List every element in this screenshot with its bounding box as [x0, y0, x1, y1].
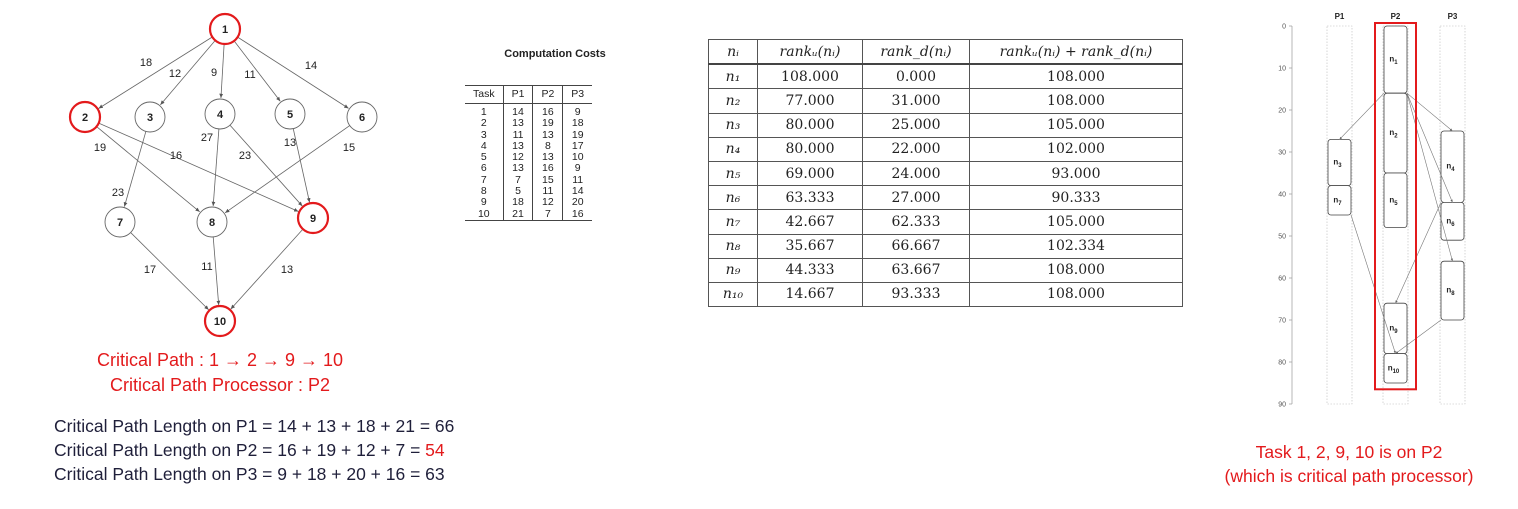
rank-cell: 105.000: [970, 113, 1183, 137]
rank-cell: 27.000: [863, 186, 970, 210]
node-label-6: 6: [358, 112, 366, 124]
rank-header-3: rank_d(nᵢ): [863, 40, 970, 65]
rank-cell: 80.000: [758, 137, 863, 161]
cost-header-p2: P2: [533, 86, 563, 104]
cost-cell: 17: [563, 141, 592, 152]
note-line-1: Task 1, 2, 9, 10 is on P2: [1255, 442, 1443, 462]
cost-row: [465, 118, 592, 129]
gantt-tick-label: 60: [1278, 275, 1286, 283]
edge-weight-5-9: 13: [283, 137, 297, 149]
cost-cell: 7: [503, 175, 533, 186]
node-label-9: 9: [309, 213, 317, 225]
rank-row: [709, 258, 1183, 282]
task-label-n2: $n_2$: [1389, 128, 1398, 140]
edge-weight-8-10: 11: [201, 261, 213, 273]
rank-cell: 108.000: [970, 282, 1183, 306]
task-label-sub: 1: [1394, 60, 1398, 67]
cost-cell: 7: [480, 173, 487, 186]
rank-cell: 22.000: [863, 137, 970, 161]
task-label-n10: $n_{10}$: [1387, 363, 1400, 375]
cost-cell: 15: [533, 175, 563, 186]
rank-cell: 77.000: [758, 89, 863, 113]
rank-cell: 62.333: [863, 210, 970, 234]
gantt-tick-label: 50: [1278, 233, 1286, 241]
cost-cell: 11: [503, 130, 533, 141]
cost-cell: 16: [533, 163, 563, 174]
cost-cell: 11: [533, 186, 563, 197]
task-label-n4: $n_4$: [1446, 161, 1455, 174]
schedule-gantt: [1255, 8, 1495, 408]
edge-7-10: [131, 233, 209, 310]
cost-cell: 8: [533, 141, 563, 152]
cost-row: [465, 197, 592, 208]
node-label-4: 4: [216, 109, 224, 121]
cost-header-p1: P1: [503, 86, 533, 104]
cost-cell: 9: [563, 104, 592, 119]
cost-row: [465, 104, 592, 119]
cost-cell: 3: [480, 128, 487, 141]
rank-row: [709, 161, 1183, 185]
rank-cell: 63.667: [863, 258, 970, 282]
cost-cell: 13: [503, 163, 533, 174]
cost-cell: 19: [533, 118, 563, 129]
edge-1-4: [221, 44, 224, 98]
task-label-sub: 9: [1394, 328, 1398, 335]
edge-8-10: [213, 237, 219, 305]
rank-cell: 25.000: [863, 113, 970, 137]
cost-table: [465, 85, 592, 221]
edge-weight-2-8: 19: [93, 142, 107, 154]
rank-cell: 35.667: [758, 234, 863, 258]
node-label-5: 5: [286, 109, 294, 121]
length-p2: [54, 440, 574, 461]
rank-row: [709, 64, 1183, 89]
task-graph: [0, 0, 460, 350]
node-label-1: 1: [221, 24, 229, 36]
cost-cell: 9: [563, 163, 592, 174]
rank-cell: 90.333: [970, 186, 1183, 210]
edge-weight-4-9: 23: [238, 150, 252, 162]
rank-cell: 108.000: [970, 64, 1183, 89]
cost-cell: 5: [503, 186, 533, 197]
cost-cell: 11: [563, 175, 592, 186]
gantt-arrow-n7-n10: [1351, 215, 1396, 354]
edge-weight-9-10: 13: [280, 264, 294, 276]
cost-cell: 14: [503, 104, 533, 119]
rank-cell: 69.000: [758, 161, 863, 185]
rank-cell: 31.000: [863, 89, 970, 113]
gantt-arrow-n2-n4: [1407, 93, 1453, 131]
gantt-tick-label: 80: [1278, 359, 1286, 367]
edge-weight-1-6: 14: [304, 60, 318, 72]
node-label-2: 2: [81, 112, 89, 124]
task-label-sub: 10: [1392, 368, 1400, 375]
rank-cell: n₈: [709, 234, 758, 258]
gantt-tick-label: 40: [1278, 191, 1286, 199]
cost-row: [465, 209, 592, 221]
cost-cell: 10: [563, 152, 592, 163]
task-label-sub: 6: [1451, 221, 1455, 228]
rank-cell: n₃: [709, 113, 758, 137]
rank-row: [709, 282, 1183, 306]
rank-header-1: nᵢ: [709, 40, 758, 65]
cost-cell: 7: [533, 209, 563, 221]
rank-cell: 108.000: [970, 89, 1183, 113]
rank-cell: 80.000: [758, 113, 863, 137]
rank-cell: 102.334: [970, 234, 1183, 258]
cost-cell: 18: [563, 118, 592, 129]
length-p2-value: 54: [425, 440, 445, 460]
task-label-n6: $n_6$: [1446, 216, 1455, 228]
edge-weight-4-8: 27: [200, 132, 214, 144]
rank-cell: 24.000: [863, 161, 970, 185]
edge-3-7: [124, 131, 145, 206]
edge-weight-1-5: 11: [244, 69, 256, 81]
rank-row: [709, 234, 1183, 258]
node-label-8: 8: [208, 217, 216, 229]
rank-cell: n₉: [709, 258, 758, 282]
cost-cell: 10: [477, 207, 490, 220]
critical-processor-caption: Critical Path Processor : P2: [109, 375, 331, 395]
critical-path-caption: Critical Path : 1 → 2 → 9 → 10: [96, 350, 344, 370]
task-label-sub: 5: [1394, 200, 1398, 207]
rank-cell: 42.667: [758, 210, 863, 234]
task-label-sub: 3: [1338, 163, 1342, 169]
edge-weight-1-3: 12: [168, 68, 182, 80]
rank-cell: 102.000: [970, 137, 1183, 161]
processor-label-p2: P2: [1390, 12, 1401, 21]
rank-cell: 105.000: [970, 210, 1183, 234]
rank-cell: n₆: [709, 186, 758, 210]
cost-cell: 13: [503, 118, 533, 129]
rank-cell: n₇: [709, 210, 758, 234]
gantt-tick-label: 90: [1278, 401, 1286, 408]
rank-cell: n₄: [709, 137, 758, 161]
edge-weight-1-4: 9: [210, 67, 218, 79]
cost-header-task: Task: [465, 86, 503, 104]
cost-cell: 21: [503, 209, 533, 221]
task-label-sub: 7: [1338, 200, 1342, 207]
cost-cell: 19: [563, 130, 592, 141]
cost-cell: 9: [480, 196, 487, 209]
gantt-arrow-n2-n3: [1340, 93, 1385, 139]
rank-row: [709, 186, 1183, 210]
length-p2-prefix: Critical Path Length on P2 = 16 + 19 + 12 + 7 =: [54, 440, 426, 460]
rank-cell: 66.667: [863, 234, 970, 258]
gantt-tick-label: 20: [1278, 107, 1286, 115]
rank-table-header: [709, 40, 1183, 65]
rank-cell: n₂: [709, 89, 758, 113]
rank-row: [709, 89, 1183, 113]
edge-4-8: [213, 129, 219, 206]
rank-cell: n₁: [709, 64, 758, 89]
cost-cell: 14: [563, 186, 592, 197]
edge-2-9: [99, 123, 299, 211]
gantt-tick-label: 70: [1278, 317, 1286, 325]
edge-weight-1-2: 18: [139, 57, 153, 69]
edge-weight-7-10: 17: [143, 264, 157, 276]
rank-cell: 108.000: [970, 258, 1183, 282]
cost-cell: 12: [533, 197, 563, 208]
gantt-tick-label: 10: [1278, 65, 1286, 73]
note-line-2: (which is critical path processor): [1224, 466, 1474, 486]
edge-weight-6-8: 15: [342, 142, 356, 154]
edge-2-8: [97, 127, 200, 212]
task-label-n3: $n_3$: [1333, 157, 1342, 169]
processor-label-p3: P3: [1447, 12, 1458, 21]
edge-weight-2-9: 16: [169, 150, 183, 162]
node-label-7: 7: [116, 217, 124, 229]
cost-cell: 13: [533, 152, 563, 163]
cost-cell: 16: [563, 209, 592, 221]
task-label-n1: $n_1$: [1389, 54, 1398, 67]
rank-cell: 108.000: [758, 64, 863, 89]
gantt-tick-label: 0: [1282, 23, 1286, 31]
rank-row: [709, 137, 1183, 161]
rank-cell: 0.000: [863, 64, 970, 89]
cost-cell: 8: [480, 185, 487, 198]
cost-cell: 4: [480, 139, 487, 152]
cost-cell: 20: [563, 197, 592, 208]
task-label-n8: $n_8$: [1446, 285, 1455, 298]
length-p3: Critical Path Length on P3 = 9 + 18 + 20 + 16 = 63: [54, 464, 445, 484]
task-label-n9: $n_9$: [1389, 323, 1398, 335]
processor-label-p1: P1: [1334, 12, 1345, 21]
rank-row: [709, 113, 1183, 137]
node-label-10: 10: [213, 316, 227, 328]
task-label-sub: 8: [1451, 291, 1455, 298]
cost-cell: 12: [503, 152, 533, 163]
task-label-n5: $n_5$: [1389, 195, 1398, 207]
edge-weight-3-7: 23: [111, 187, 125, 199]
task-label-sub: 2: [1394, 133, 1398, 140]
task-label-n7: $n_7$: [1333, 195, 1342, 207]
rank-cell: 44.333: [758, 258, 863, 282]
length-p1: Critical Path Length on P1 = 14 + 13 + 18 + 21 = 66: [54, 416, 455, 436]
cost-table-header: [465, 86, 592, 104]
rank-table: [708, 39, 1183, 307]
gantt-tick-label: 30: [1278, 149, 1286, 157]
rank-header-2: rankᵤ(nᵢ): [758, 40, 863, 65]
cost-cell: 6: [480, 162, 487, 175]
task-label-sub: 4: [1451, 167, 1455, 174]
rank-cell: 14.667: [758, 282, 863, 306]
cost-cell: 18: [503, 197, 533, 208]
rank-cell: 93.000: [970, 161, 1183, 185]
node-label-3: 3: [146, 112, 154, 124]
rank-cell: n₅: [709, 161, 758, 185]
cost-cell: 5: [480, 151, 487, 164]
rank-row: [709, 210, 1183, 234]
rank-cell: 63.333: [758, 186, 863, 210]
edge-1-2: [99, 37, 213, 109]
rank-cell: 93.333: [863, 282, 970, 306]
cost-cell: 13: [533, 130, 563, 141]
rank-header-4: rankᵤ(nᵢ) + rank_d(nᵢ): [970, 40, 1183, 65]
cost-table-title: Computation Costs: [504, 48, 606, 60]
cost-cell: 13: [503, 141, 533, 152]
cost-cell: 2: [480, 117, 487, 130]
cost-cell: 1: [480, 106, 487, 118]
rank-cell: n₁₀: [709, 282, 758, 306]
cost-header-p3: P3: [563, 86, 592, 104]
cost-cell: 16: [533, 104, 563, 119]
